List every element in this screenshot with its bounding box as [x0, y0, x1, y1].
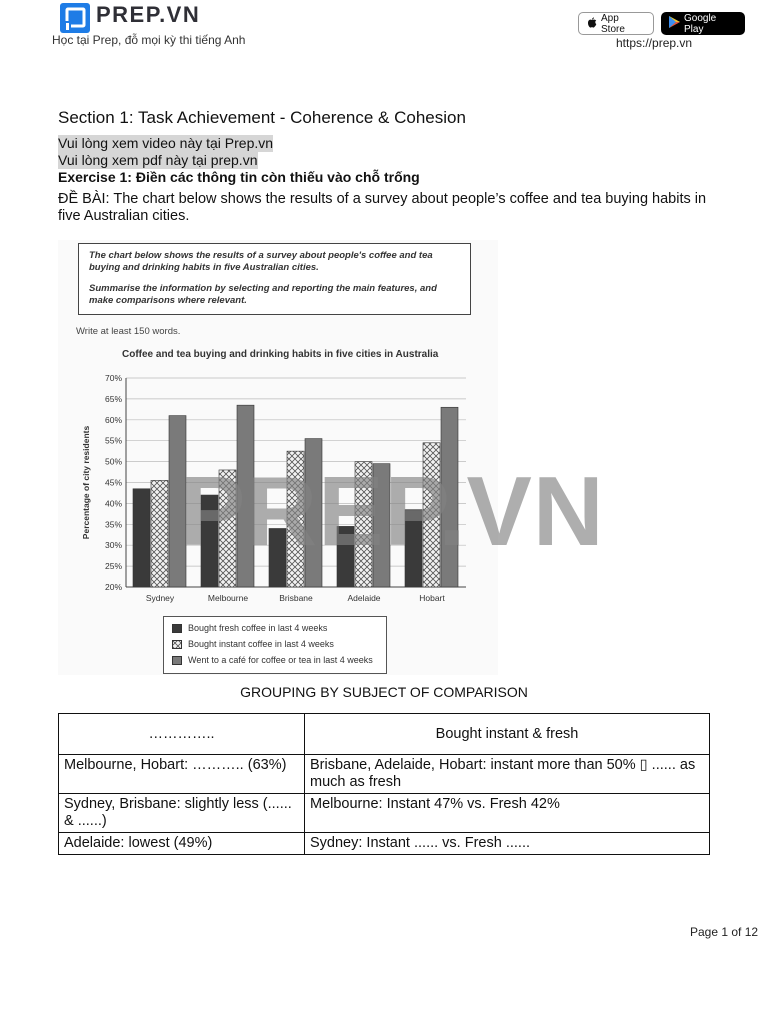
- x-tick-label: Adelaide: [347, 593, 381, 603]
- y-tick-label: 55%: [104, 435, 122, 446]
- task-instruction-line: Summarise the information by selecting and reporting the main features, and make comparisons where relevant.: [89, 283, 437, 306]
- chart-legend: [163, 616, 387, 674]
- table-cell: Sydney, Brisbane: slightly less (...... & ......): [59, 794, 305, 833]
- table-header-cell: …………..: [59, 714, 305, 755]
- comparison-table: [58, 713, 710, 855]
- y-tick-label: 65%: [104, 393, 122, 404]
- site-url-link[interactable]: https://prep.vn: [616, 36, 693, 50]
- y-tick-label: 25%: [104, 561, 122, 572]
- y-tick-label: 70%: [104, 373, 122, 383]
- bar-instant: [151, 480, 168, 587]
- prep-logo-icon: [60, 3, 90, 33]
- task-instruction-line: The chart below shows the results of a survey about people's coffee and tea buying and drinking habits in five Australian cities.: [89, 250, 433, 273]
- y-tick-label: 35%: [104, 519, 122, 530]
- google-play-icon: [669, 16, 680, 31]
- table-cell: Brisbane, Adelaide, Hobart: instant more than 50% ▯ ...... as much as fresh: [305, 755, 710, 794]
- watermark: PREP.VN: [180, 456, 605, 566]
- table-header-cell: Bought instant & fresh: [305, 714, 710, 755]
- app-store-label: App Store: [601, 12, 625, 35]
- y-tick-label: 60%: [104, 414, 122, 425]
- legend-item: [172, 639, 334, 649]
- legend-label: Bought instant coffee in last 4 weeks: [188, 639, 334, 649]
- bar-fresh: [133, 489, 150, 587]
- app-store-button[interactable]: [578, 12, 654, 35]
- brand-tagline: Học tại Prep, đỗ mọi kỳ thi tiếng Anh: [52, 33, 246, 47]
- table-cell: Melbourne, Hobart: ……….. (63%): [59, 755, 305, 794]
- x-tick-label: Melbourne: [207, 593, 249, 603]
- x-tick-label: Brisbane: [279, 593, 313, 603]
- x-tick-label: Hobart: [419, 593, 445, 603]
- legend-item: [172, 623, 327, 633]
- y-tick-label: 45%: [104, 477, 122, 488]
- section-title: Section 1: Task Achievement - Coherence & Cohesion: [58, 108, 466, 127]
- table-row: [59, 755, 710, 794]
- exercise-heading: Exercise 1: Điền các thông tin còn thiếu vào chỗ trống: [58, 169, 420, 185]
- grouping-title: GROUPING BY SUBJECT OF COMPARISON: [240, 684, 528, 700]
- legend-swatch: [172, 624, 182, 633]
- legend-item: [172, 655, 373, 665]
- legend-swatch: [172, 640, 182, 649]
- legend-label: Bought fresh coffee in last 4 weeks: [188, 623, 328, 633]
- word-count-note: Write at least 150 words.: [76, 326, 181, 337]
- table-row: [59, 833, 710, 855]
- y-axis-label: Percentage of city residents: [81, 425, 91, 540]
- chart-title: Coffee and tea buying and drinking habits in five cities in Australia: [122, 349, 439, 360]
- y-tick-label: 20%: [104, 582, 122, 592]
- apple-icon: [587, 17, 597, 31]
- task-prompt: ĐỀ BÀI: The chart below shows the results of a survey about people’s coffee and tea buying habits in five Australian cities.: [58, 191, 707, 224]
- table-cell: Melbourne: Instant 47% vs. Fresh 42%: [305, 794, 710, 833]
- brand-name: PREP.VN: [96, 2, 201, 27]
- table-header-row: [59, 714, 710, 755]
- pdf-link[interactable]: Vui lòng xem pdf này tại prep.vn: [58, 152, 258, 168]
- y-tick-label: 30%: [104, 540, 122, 551]
- video-link[interactable]: Vui lòng xem video này tại Prep.vn: [58, 135, 274, 151]
- y-tick-label: 40%: [104, 498, 122, 509]
- legend-label: Went to a café for coffee or tea in last 4 weeks: [188, 655, 373, 665]
- table-cell: Adelaide: lowest (49%): [59, 833, 305, 855]
- page-number: Page 1 of 12: [690, 925, 759, 939]
- google-play-label: Google Play: [684, 12, 717, 35]
- legend-swatch: [172, 656, 182, 665]
- table-cell: Sydney: Instant ...... vs. Fresh ......: [305, 833, 710, 855]
- task-instruction-box: [78, 243, 471, 315]
- y-tick-label: 50%: [104, 456, 122, 467]
- x-tick-label: Sydney: [145, 593, 175, 603]
- table-row: [59, 794, 710, 833]
- google-play-button[interactable]: [661, 12, 745, 35]
